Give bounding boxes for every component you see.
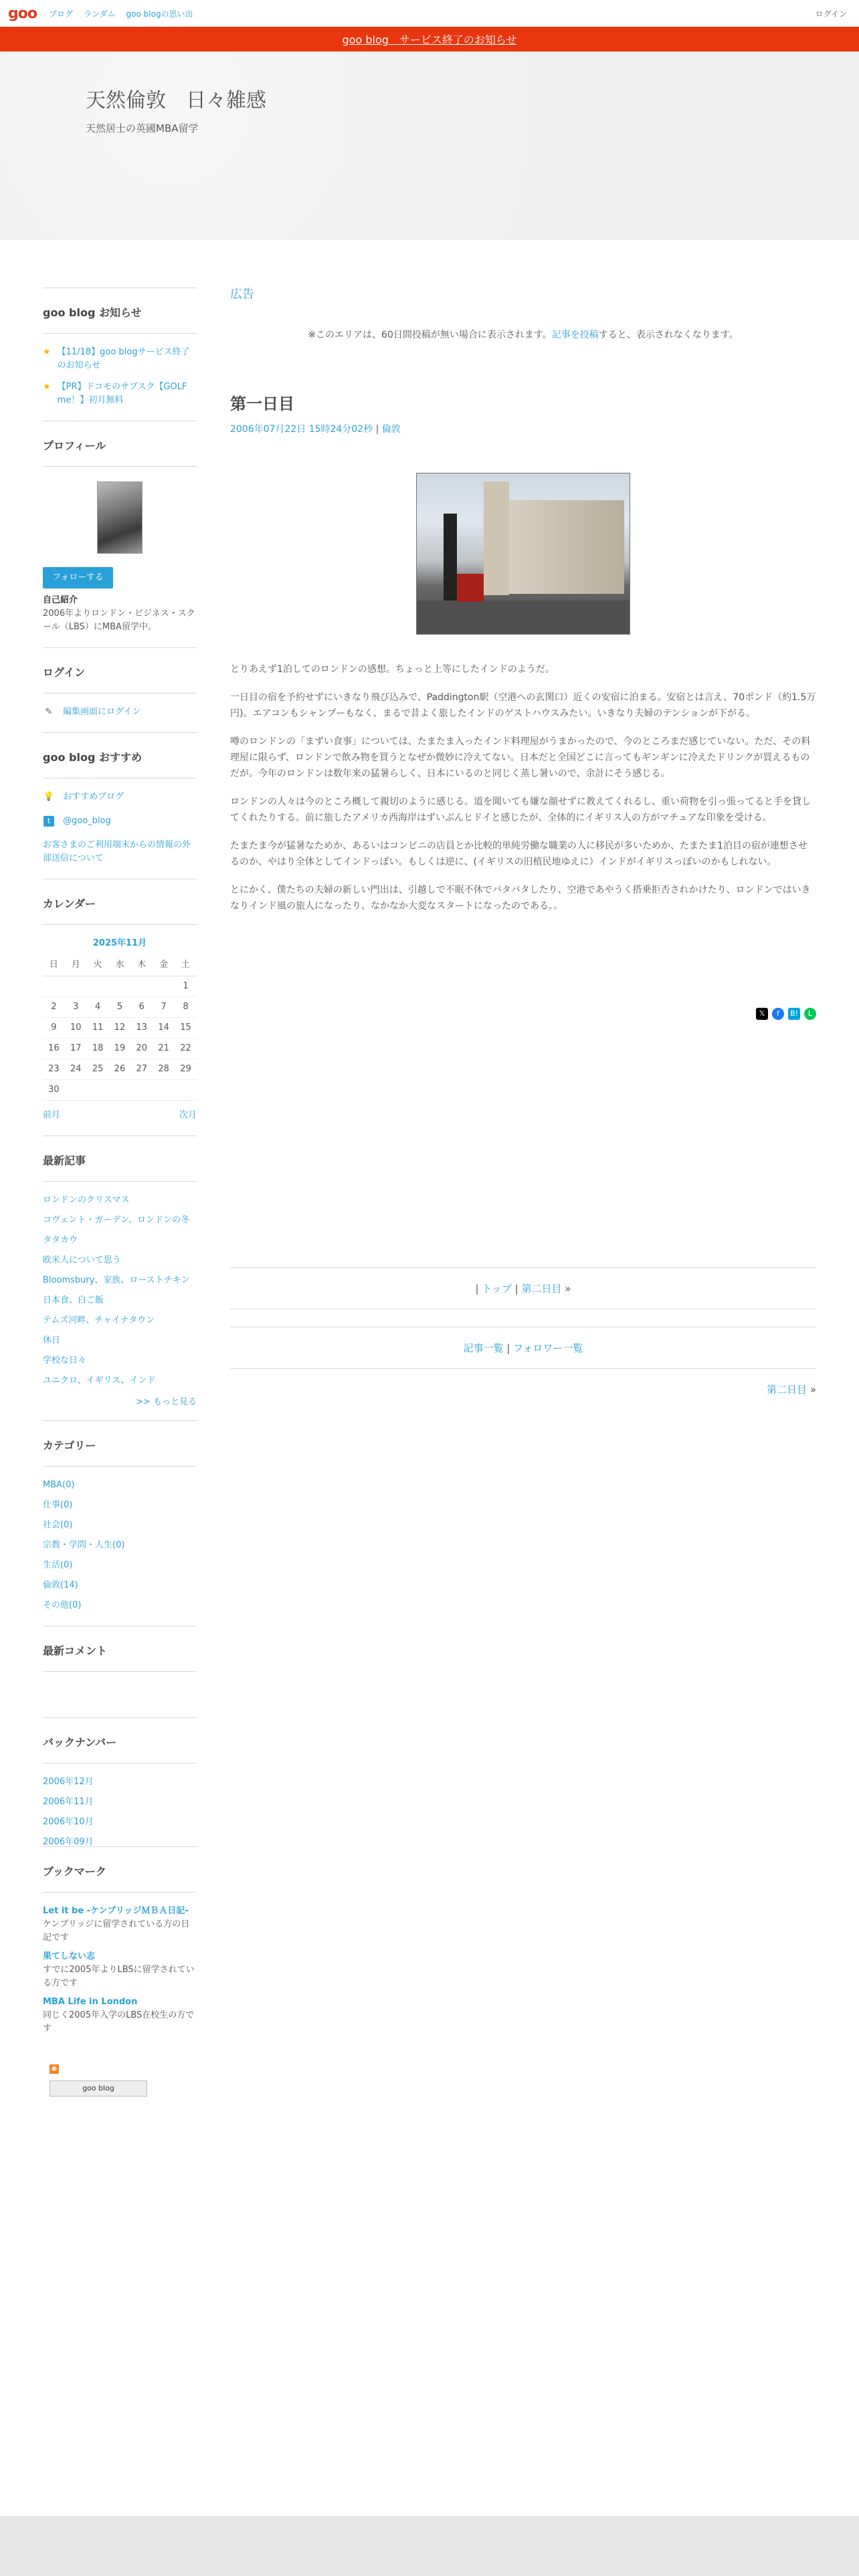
top-link[interactable]: トップ xyxy=(482,1283,512,1295)
category-link[interactable]: 仕事(0) xyxy=(43,1500,73,1510)
post-meta xyxy=(230,422,816,435)
calendar-day xyxy=(130,976,153,997)
post-title[interactable]: 第一日目 xyxy=(230,395,294,413)
article-list-link[interactable]: 記事一覧 xyxy=(463,1342,504,1354)
profile-section xyxy=(43,421,197,634)
calendar-day[interactable]: 3 xyxy=(65,997,87,1018)
weekday-header: 金 xyxy=(153,954,175,976)
ad-heading: 広告 xyxy=(230,288,254,302)
category-link[interactable]: 社会(0) xyxy=(43,1520,73,1530)
calendar-day[interactable]: 2 xyxy=(43,997,65,1018)
recommend-heading: goo blog おすすめ xyxy=(43,733,197,778)
top-nav-blog[interactable]: ブログ xyxy=(48,9,73,19)
follower-list-link[interactable]: フォロワー一覧 xyxy=(513,1342,583,1354)
calendar-day xyxy=(153,1080,175,1101)
blog-header xyxy=(0,51,859,240)
calendar-day xyxy=(130,1080,153,1101)
post-paragraph: 噂のロンドンの「まずい食事」については、たまたま入ったインド料理屋がうまかったので、今のところまだ感じていない。ただ、その料理屋に限らず、ロンドンで飲み物を買うとなぜか微妙に冷えてない。日本だと全国どこに言ってもギンギンに冷えたドリンクが買えるものだが。今年のロンドンは数年来の猛暑らしく、日本にいるのと同じく蒸し暑いので、余計にそう感じる。 xyxy=(230,736,811,779)
top-bar xyxy=(0,0,859,27)
calendar-day[interactable]: 4 xyxy=(87,997,109,1018)
ad-notice xyxy=(230,328,816,341)
category-link[interactable]: 宗教・学問・人生(0) xyxy=(43,1540,125,1550)
notice-link[interactable]: 【PR】ドコモのサブスク【GOLF me！】初月無料 xyxy=(57,382,187,405)
recent-article-link[interactable]: ロンドンのクリスマス xyxy=(43,1195,130,1205)
calendar-day xyxy=(65,976,87,997)
login-heading: ログイン xyxy=(43,648,197,693)
category-item xyxy=(43,1479,197,1492)
calendar-day[interactable]: 10 xyxy=(65,1018,87,1039)
pencil-icon: ✎ xyxy=(45,707,53,717)
list-navigation: 記事一覧 | フォロワー一覧 xyxy=(230,1327,816,1369)
category-link[interactable]: その他(0) xyxy=(43,1600,82,1610)
post-category[interactable]: 倫敦 xyxy=(381,424,401,435)
recent-article-link[interactable]: コヴェント・ガーデン、ロンドンの冬 xyxy=(43,1215,190,1225)
bookmark-heading: ブックマーク xyxy=(43,1847,197,1893)
lightbulb-icon: 💡 xyxy=(43,792,55,802)
calendar-day[interactable]: 23 xyxy=(43,1059,65,1080)
calendar-day xyxy=(175,1080,197,1101)
follow-button[interactable]: フォローする xyxy=(43,567,113,588)
calendar-day[interactable]: 11 xyxy=(87,1018,109,1039)
calendar-day[interactable]: 24 xyxy=(65,1059,87,1080)
calendar-day[interactable]: 29 xyxy=(175,1059,197,1080)
notices-heading: goo blog お知らせ xyxy=(43,288,197,334)
bookmark-title-link[interactable]: MBA Life in London xyxy=(43,1997,138,2007)
next-post-bottom-link[interactable]: 第二日目 xyxy=(767,1384,807,1396)
blog-subtitle: 天然居士の英國MBA留学 xyxy=(86,122,199,134)
notice-item xyxy=(43,381,197,407)
calendar-day[interactable]: 1 xyxy=(175,976,197,997)
recent-article-link[interactable]: 日本食、白ご飯 xyxy=(43,1295,104,1305)
post-paragraph: とにかく、僕たちの夫婦の新しい門出は、引越しで不眠不休でバタバタしたり、空港であやうく搭乗拒否されかけたり、ロンドンではいきなりインド風の旅人になったり、なかなか大変なスタートになったのである。。 xyxy=(230,885,811,911)
backnumber-heading: バックナンバー xyxy=(43,1718,197,1763)
post-date[interactable]: 2006年07月22日 15時24分02秒 xyxy=(230,424,373,435)
recent-article-link[interactable]: 欧米人について思う xyxy=(43,1255,121,1265)
calendar-day xyxy=(65,1080,87,1101)
x-share-icon[interactable]: 𝕏 xyxy=(756,1008,768,1020)
calendar-day[interactable]: 17 xyxy=(65,1039,87,1059)
calendar-section xyxy=(43,879,197,1122)
calendar-heading: カレンダー xyxy=(43,879,197,925)
recommend-section xyxy=(43,732,197,865)
weekday-header: 日 xyxy=(43,954,65,976)
calendar-day[interactable]: 30 xyxy=(43,1080,65,1101)
ad-text-before: ※このエリアは、60日間投稿が無い場合に表示されます。 xyxy=(308,330,552,340)
facebook-share-icon[interactable]: f xyxy=(772,1008,784,1020)
weekday-header: 木 xyxy=(130,954,153,976)
notice-link[interactable]: 【11/18】goo blogサービス終了のお知らせ xyxy=(57,347,190,370)
post-paragraph: ロンドンの人々は今のところ概して親切のように感じる。道を聞いても嫌な顔せずに教えてくれるし、重い荷物を引っ張ってると手を貸してくれたりする。前に旅したアメリカ西海岸はずいぶんヒドイと感じたが、全体的にイギリス人の方がマチュアな印象を受ける。 xyxy=(230,796,811,823)
recent-article-link[interactable]: Bloomsbury、家族、ローストチキン xyxy=(43,1275,190,1285)
recent-article-link[interactable]: ユニクロ、イギリス、インド xyxy=(43,1376,156,1386)
category-item xyxy=(43,1579,197,1592)
share-buttons xyxy=(230,1008,816,1020)
calendar-day xyxy=(153,976,175,997)
calendar-day xyxy=(43,976,65,997)
calendar-day[interactable]: 19 xyxy=(109,1039,131,1059)
post-paragraph: とりあえず1泊してのロンドンの感想。ちょっと上等にしたインドのようだ。 xyxy=(230,664,555,675)
next-post-link[interactable]: 第二日目 xyxy=(521,1283,562,1295)
notices-section xyxy=(43,288,197,407)
bookmark-description: すでに2005年よりLBSに留学されている方です xyxy=(43,1965,195,1988)
category-link[interactable]: 生活(0) xyxy=(43,1560,73,1570)
calendar-table xyxy=(43,954,197,1101)
login-link[interactable]: ログイン xyxy=(815,9,847,19)
category-item xyxy=(43,1559,197,1572)
prev-month-link[interactable]: 前月 xyxy=(43,1110,61,1120)
backnumber-link[interactable]: 2006年12月 xyxy=(43,1777,94,1787)
bookmark-section xyxy=(43,1846,197,2036)
calendar-day xyxy=(109,976,131,997)
edit-login-link[interactable]: 編集画面にログイン xyxy=(63,707,141,717)
avatar xyxy=(97,481,142,554)
london-street-photo[interactable] xyxy=(416,473,630,635)
category-link[interactable]: 倫敦(14) xyxy=(43,1580,78,1590)
post-paragraph: たまたま今が猛暑なためか、あるいはコンビニの店員とか比較的単純労働な職業の人に移民が多いためか、たまたま1泊目の宿が連想させるのか、やはり全体としてインドっぽい。もしくは逆に、(イギリスの旧植民地ゆえに）インドがイギリスっぽいのかもしれない。 xyxy=(230,841,807,867)
footer xyxy=(0,2516,859,2576)
category-item xyxy=(43,1519,197,1532)
goo-blog-badge[interactable]: goo blog xyxy=(50,2080,147,2097)
calendar-day xyxy=(87,1080,109,1101)
login-section xyxy=(43,647,197,719)
recent-article-link[interactable]: テムズ河畔、チャイナタウン xyxy=(43,1315,155,1325)
post-body xyxy=(230,661,816,914)
category-item xyxy=(43,1599,197,1612)
next-month-link[interactable]: 次月 xyxy=(179,1110,197,1120)
intro-heading: 自己紹介 xyxy=(43,595,78,605)
category-item xyxy=(43,1539,197,1552)
weekday-header: 月 xyxy=(65,954,87,976)
calendar-day[interactable]: 12 xyxy=(109,1018,131,1039)
weekday-header: 水 xyxy=(109,954,131,976)
calendar-day[interactable]: 6 xyxy=(130,997,153,1018)
calendar-day[interactable]: 15 xyxy=(175,1018,197,1039)
main-content xyxy=(230,281,816,1410)
post-paragraph: 一日目の宿を予約せずにいきなり飛び込みで、Paddington駅（空港への玄関口）近くの安宿に泊まる。安宿とは言え、70ポンド（約1.5万円)。エアコンもシャンプーもなく、まるで昔よく旅したインドのゲストハウスみたい。いきなり夫婦のテンションが下がる。 xyxy=(230,692,816,719)
recent-heading: 最新記事 xyxy=(43,1136,197,1182)
calendar-day[interactable]: 18 xyxy=(87,1039,109,1059)
calendar-day[interactable]: 25 xyxy=(87,1059,109,1080)
calendar-day[interactable]: 21 xyxy=(153,1039,175,1059)
recent-article-link[interactable]: 休日 xyxy=(43,1335,61,1346)
bookmark-description: 同じく2005年入学のLBS在校生の方です xyxy=(43,2010,195,2034)
hatena-share-icon[interactable]: B! xyxy=(788,1008,800,1020)
calendar-day[interactable]: 7 xyxy=(153,997,175,1018)
category-section xyxy=(43,1420,197,1612)
more-articles-link[interactable]: >> もっと見る xyxy=(136,1397,197,1407)
goo-logo[interactable]: goo xyxy=(8,5,37,22)
category-heading: カテゴリー xyxy=(43,1421,197,1467)
calendar-day xyxy=(87,976,109,997)
meta-separator: | xyxy=(373,424,382,435)
backnumber-section xyxy=(43,1717,197,1847)
calendar-day xyxy=(109,1080,131,1101)
external-transmission-link[interactable]: お客さまのご利用端末からの情報の外部送信について xyxy=(43,840,191,863)
backnumber-link[interactable]: 2006年09月 xyxy=(43,1837,94,1847)
rss-icon[interactable]: ◉ xyxy=(50,2064,59,2074)
calendar-day[interactable]: 27 xyxy=(130,1059,153,1080)
recent-article-link[interactable]: タタカウ xyxy=(43,1235,78,1245)
post-navigation: | トップ | 第二日目 » xyxy=(230,1267,816,1309)
backnumber-link[interactable]: 2006年10月 xyxy=(43,1817,94,1827)
blog-title[interactable]: 天然倫敦 日々雑感 xyxy=(86,89,266,112)
weekday-header: 火 xyxy=(87,954,109,976)
ad-text-after: すると、表示されなくなります。 xyxy=(598,330,739,340)
calendar-month[interactable]: 2025年11月 xyxy=(92,938,147,948)
recent-article-link[interactable]: 学校な日々 xyxy=(43,1356,87,1366)
goo-blog-twitter-link[interactable]: @goo_blog xyxy=(63,816,111,826)
bottom-next-nav: 第二日目 » xyxy=(767,1384,816,1396)
star-icon: ★ xyxy=(43,382,51,392)
calendar-day[interactable]: 5 xyxy=(109,997,131,1018)
category-item xyxy=(43,1499,197,1512)
calendar-day[interactable]: 16 xyxy=(43,1039,65,1059)
sidebar xyxy=(43,288,197,2097)
top-nav xyxy=(49,8,193,19)
calendar-day[interactable]: 20 xyxy=(130,1039,153,1059)
notice-item xyxy=(43,346,197,372)
profile-heading: プロフィール xyxy=(43,421,197,467)
recommended-blogs-link[interactable]: おすすめブログ xyxy=(63,792,124,802)
weekday-header: 土 xyxy=(175,954,197,976)
calendar-day[interactable]: 26 xyxy=(109,1059,131,1080)
calendar-day[interactable]: 14 xyxy=(153,1018,175,1039)
category-link[interactable]: MBA(0) xyxy=(43,1480,75,1490)
calendar-day[interactable]: 8 xyxy=(175,997,197,1018)
line-share-icon[interactable]: L xyxy=(804,1008,816,1020)
intro-text: 2006年よりロンドン・ビジネス・スクール（LBS）にMBA留学中。 xyxy=(43,609,195,632)
service-end-link[interactable]: goo blog サービス終了のお知らせ xyxy=(342,33,517,46)
calendar-day[interactable]: 13 xyxy=(130,1018,153,1039)
bookmark-title-link[interactable]: Let it be -ケンブリッジＭＢＡ日記- xyxy=(43,1906,189,1916)
star-icon: ★ xyxy=(43,347,51,357)
twitter-icon: t xyxy=(43,815,55,828)
calendar-day[interactable]: 28 xyxy=(153,1059,175,1080)
service-end-notice-bar xyxy=(0,27,859,51)
calendar-day[interactable]: 9 xyxy=(43,1018,65,1039)
top-nav-random[interactable]: ランダム xyxy=(84,9,116,19)
top-nav-memories[interactable]: goo blogの思い出 xyxy=(126,9,193,19)
backnumber-link[interactable]: 2006年11月 xyxy=(43,1797,94,1807)
calendar-day[interactable]: 22 xyxy=(175,1039,197,1059)
post-article-link[interactable]: 記事を投稿 xyxy=(551,330,599,340)
bookmark-description: ケンブリッジに留学されている方の日記です xyxy=(43,1919,190,1943)
bookmark-title-link[interactable]: 果てしない志 xyxy=(43,1951,96,1961)
comments-section xyxy=(43,1626,197,1704)
recent-section xyxy=(43,1136,197,1407)
comments-heading: 最新コメント xyxy=(43,1626,197,1672)
